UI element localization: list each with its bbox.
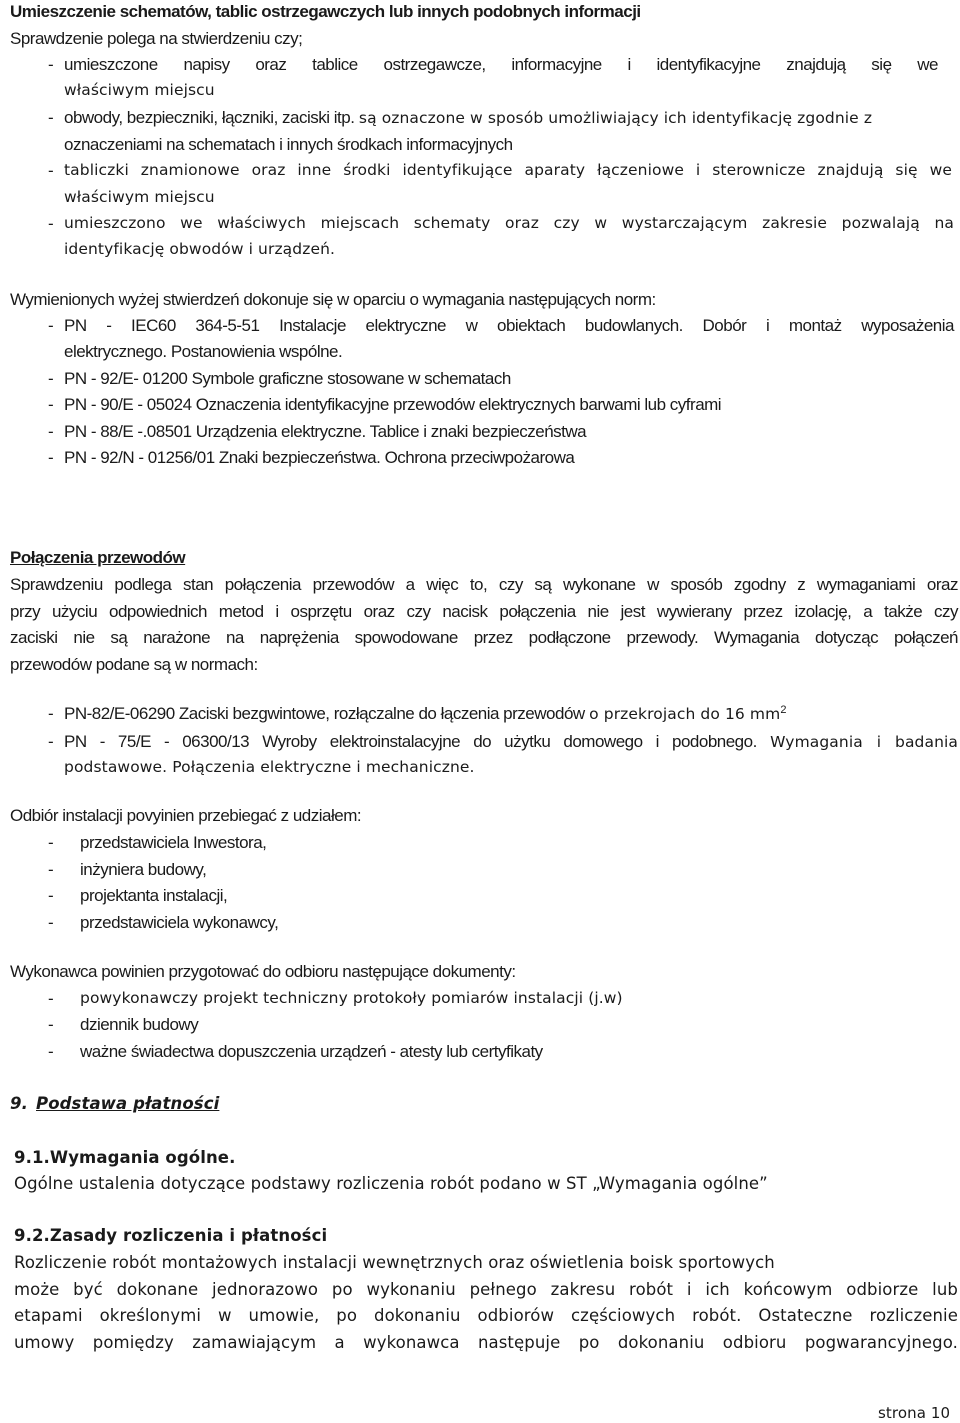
bullet-dash: - xyxy=(48,161,54,180)
paragraph-line: Ogólne ustalenia dotyczące podstawy rozliczenia robót podano w ST „Wymagania ogólne” xyxy=(14,1174,768,1193)
list-item-text: ważne świadectwa dopuszczenia urządzeń - atesty lub certyfikaty xyxy=(80,1042,543,1061)
list-item-text: o przekrojach do 16 mm xyxy=(589,705,781,723)
section-heading-payment: Podstawa płatności xyxy=(36,1094,220,1113)
bullet-dash: - xyxy=(48,860,54,879)
bullet-dash: - xyxy=(48,1015,54,1034)
list-item-text: są oznaczone w sposób umożliwiający ich identyfikację zgodnie z xyxy=(358,109,873,127)
list-item-text: przedstawiciela wykonawcy, xyxy=(80,913,279,932)
paragraph-line: może być dokonane jednorazowo po wykonaniu pełnego zakresu robót i ich końcowym odbiorze lub xyxy=(14,1280,958,1299)
paragraph-line: Sprawdzeniu podlega stan połączenia przewodów a więc to, czy są wykonane w sposób zgodny z wymaganiami oraz xyxy=(10,575,958,594)
section-number: 9. xyxy=(10,1094,28,1113)
list-item-line: PN - 92/E- 01200 Symbole graficzne stosowane w schematach xyxy=(64,369,511,388)
list-item-line: właściwym miejscu xyxy=(64,188,215,206)
list-item-line: PN - 88/E -.08501 Urządzenia elektryczne. Tablice i znaki bezpieczeństwa xyxy=(64,422,587,441)
list-item-line: PN - 92/N - 01256/01 Znaki bezpieczeństwa. Ochrona przeciwpożarowa xyxy=(64,448,575,467)
bullet-dash: - xyxy=(48,316,54,335)
bullet-dash: - xyxy=(48,395,54,414)
bullet-dash: - xyxy=(48,704,54,723)
paragraph-line: umowy pomiędzy zamawiającym a wykonawca następuje po dokonaniu odbioru pogwarancyjnego. xyxy=(14,1333,958,1352)
list-item-line: elektrycznego. Postanowienia wspólne. xyxy=(64,342,343,361)
list-item-line: identyfikację obwodów i urządzeń. xyxy=(64,240,336,258)
list-item-line: tabliczki znamionowe oraz inne środki identyfikujące aparaty łączeniowe i sterownicze znajdują się we xyxy=(64,161,952,179)
acceptance-intro: Odbiór instalacji povyinien przebiegać z udziałem: xyxy=(10,806,362,825)
list-item-text: przedstawiciela Inwestora, xyxy=(80,833,267,852)
subsection-heading: 9.2.Zasady rozliczenia i płatności xyxy=(14,1226,328,1245)
section-heading-schematics: Umieszczenie schematów, tablic ostrzegawczych lub innych podobnych informacji xyxy=(10,2,641,21)
documents-intro: Wykonawca powinien przygotować do odbioru następujące dokumenty: xyxy=(10,962,516,981)
list-item-text: inżyniera budowy, xyxy=(80,860,207,879)
list-item-text: projektanta instalacji, xyxy=(80,886,228,905)
list-item-text: obwody, bezpieczniki, łączniki, zaciski itp. xyxy=(64,108,355,127)
list-item-line xyxy=(64,108,872,128)
superscript: 2 xyxy=(780,704,787,716)
list-item-text: dziennik budowy xyxy=(80,1015,199,1034)
list-item-text: PN - 75/E - 06300/13 Wyroby elektroinstalacyjne do użytku domowego i podobnego. xyxy=(64,732,757,751)
subsection-heading: 9.1.Wymagania ogólne. xyxy=(14,1148,236,1167)
norms-intro: Wymienionych wyżej stwierdzeń dokonuje się w oparciu o wymagania następujących norm: xyxy=(10,290,656,309)
list-item-line: umieszczono we właściwych miejscach schematy oraz czy w wystarczającym zakresie pozwalają na xyxy=(64,214,954,232)
section-intro: Sprawdzenie polega na stwierdzeniu czy; xyxy=(10,29,303,48)
paragraph-line: przy użyciu odpowiednich metod i osprzętu oraz czy nacisk połączenia nie jest wywierany przez izolację, a także czy xyxy=(10,602,958,621)
list-item-line xyxy=(64,732,958,752)
list-item-line: PN - 90/E - 05024 Oznaczenia identyfikacyjne przewodów elektrycznych barwami lub cyframi xyxy=(64,395,722,414)
bullet-dash: - xyxy=(48,448,54,467)
section-heading-connections: Połączenia przewodów xyxy=(10,548,186,567)
paragraph-line: przewodów podane są w normach: xyxy=(10,655,258,674)
list-item-text: Wymagania i badania xyxy=(770,733,959,751)
paragraph-line: zaciski nie są narażone na naprężenia spowodowane przez podłączone przewody. Wymagania dotycząc połączeń xyxy=(10,628,958,647)
bullet-dash: - xyxy=(48,214,54,233)
bullet-dash: - xyxy=(48,833,54,852)
page-number: strona 10 xyxy=(878,1404,951,1422)
paragraph-line: etapami określonymi w umowie, po dokonaniu odbiorów częściowych robót. Ostateczne rozliczenie xyxy=(14,1306,958,1325)
bullet-dash: - xyxy=(48,1042,54,1061)
list-item-line: właściwym miejscu xyxy=(64,81,215,99)
list-item-text: PN-82/E-06290 Zaciski bezgwintowe, rozłączalne do łączenia przewodów xyxy=(64,704,585,723)
bullet-dash: - xyxy=(48,55,54,74)
list-item-line: umieszczone napisy oraz tablice ostrzegawcze, informacyjne i identyfikacyjne znajdują się we xyxy=(64,55,938,74)
list-item-line: PN - IEC60 364-5-51 Instalacje elektryczne w obiektach budowlanych. Dobór i montaż wyposażenia xyxy=(64,316,954,335)
bullet-dash: - xyxy=(48,422,54,441)
bullet-dash: - xyxy=(48,732,54,751)
bullet-dash: - xyxy=(48,108,54,127)
list-item-line xyxy=(64,704,786,724)
list-item-text: powykonawczy projekt techniczny protokoły pomiarów instalacji (j.w) xyxy=(80,989,623,1007)
bullet-dash: - xyxy=(48,913,54,932)
bullet-dash: - xyxy=(48,989,54,1008)
bullet-dash: - xyxy=(48,886,54,905)
bullet-dash: - xyxy=(48,369,54,388)
list-item-line: podstawowe. Połączenia elektryczne i mechaniczne. xyxy=(64,758,475,776)
paragraph-line: Rozliczenie robót montażowych instalacji wewnętrznych oraz oświetlenia boisk sportowych xyxy=(14,1253,775,1272)
list-item-line: oznaczeniami na schematach i innych środkach informacyjnych xyxy=(64,135,513,154)
